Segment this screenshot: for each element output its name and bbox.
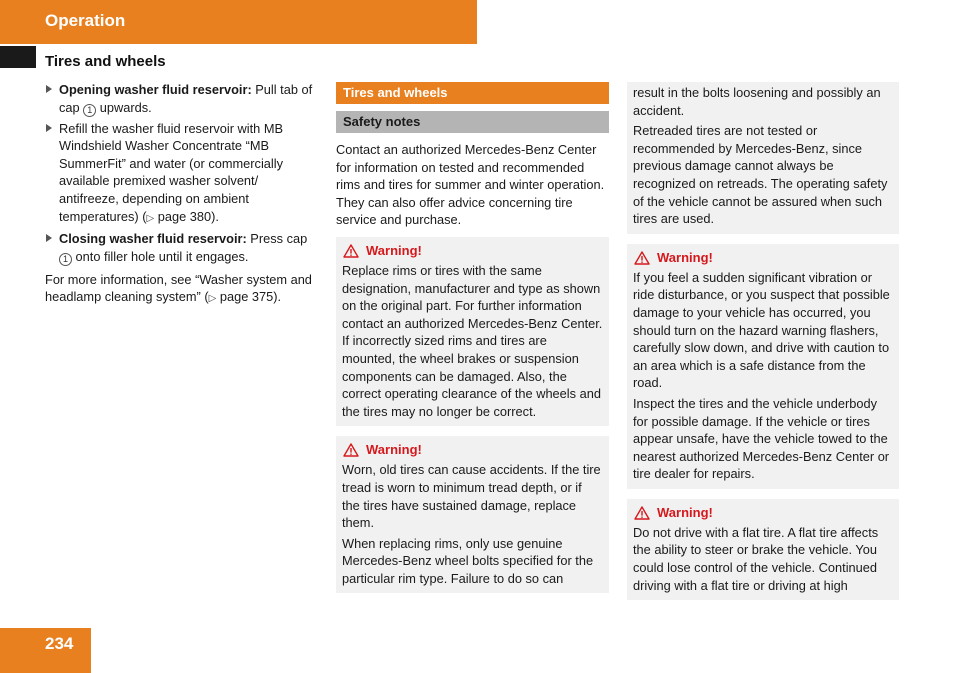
safety-notes-heading: Safety notes (336, 111, 609, 133)
instruction-text: upwards. (96, 99, 152, 115)
callout-marker: 1 (59, 253, 72, 266)
instruction-refill (45, 120, 320, 228)
column-2 (336, 82, 609, 603)
warning-triangle-icon (343, 443, 359, 457)
warning-text: If you feel a sudden significant vibration or ride disturbance, or you suspect that possible damage to your vehicle has occurred, you should turn on the hazard warning flashers, carefully slow down, and drive with caution to an area which is a safe distance from the road. (633, 269, 890, 391)
instruction-label: Opening washer fluid reservoir: (59, 82, 252, 97)
page-ref: page 380). (154, 208, 219, 224)
warning-box-continued (627, 82, 899, 234)
instruction-text: Press cap (246, 231, 308, 247)
warning-label: Warning! (366, 442, 422, 458)
warning-box (627, 244, 899, 489)
instruction-open-reservoir (45, 81, 320, 117)
chapter-marker (0, 46, 36, 68)
warning-box (627, 499, 899, 600)
warning-triangle-icon (634, 251, 650, 265)
warning-box (336, 237, 609, 426)
warning-box (336, 436, 609, 593)
section-heading: Tires and wheels (45, 53, 166, 70)
page-ref-icon: ▷ (146, 212, 155, 224)
instruction-text: Pull tab of cap (59, 82, 313, 115)
instruction-text: onto filler hole until it engages. (72, 248, 249, 264)
instruction-label: Closing washer fluid reservoir: (59, 231, 247, 247)
warning-text: Replace rims or tires with the same designation, manufacturer and type as shown on the original part. For further information contact an authorized Mercedes-Benz Center. If incorrectly sized rims and tires are mounted, the wheel brakes or suspension components can be damaged. Also, the correct operating clearance of the wheels and the tires may no longer be correct. (342, 262, 603, 419)
warning-header (633, 502, 893, 524)
more-info (45, 271, 320, 308)
intro-paragraph: Contact an authorized Mercedes-Benz Center for information on tested and recommended rims and tires for summer and winter operation. They can also offer advice concerning tire service and purchase. (336, 142, 605, 228)
warning-label: Warning! (657, 504, 713, 520)
warning-text: When replacing rims, only use genuine Mercedes-Benz wheel bolts specified for the particular rim type. Failure to do so can (342, 535, 594, 586)
warning-label: Warning! (657, 249, 713, 265)
warning-header (633, 247, 893, 269)
instruction-close-reservoir (45, 230, 320, 266)
warning-label: Warning! (366, 242, 422, 258)
chapter-title: Operation (45, 11, 126, 30)
callout-marker: 1 (83, 104, 96, 117)
instruction-text: Refill the washer fluid reservoir with MB Windshield Washer Concentrate “MB SummerFit” and water (or commercially available premixed washer solvent/ antifreeze, depending on ambient temperatures) ( (59, 120, 284, 224)
page-number: 234 (45, 634, 74, 653)
subsection-heading: Tires and wheels (336, 82, 609, 104)
warning-text: result in the bolts loosening and possibly an accident. (633, 85, 881, 118)
warning-header (342, 439, 603, 461)
warning-text: Inspect the tires and the vehicle underbody for possible damage. If the vehicle or tires appear unsafe, have the vehicle towed to the nearest authorized Mercedes-Benz Center or tire dealer for repairs. (633, 395, 890, 482)
column-3 (627, 82, 899, 610)
warning-text: Do not drive with a flat tire. A flat tire affects the ability to steer or brake the vehicle. You could lose control of the vehicle. Continued driving with a flat tire or driving at high (633, 524, 879, 593)
page-ref: page 375). (216, 289, 282, 305)
warning-text: Worn, old tires can cause accidents. If the tire tread is worn to minimum tread depth, or if the tires have sustained damage, replace them. (342, 462, 601, 531)
more-info-text: For more information, see “Washer system and headlamp cleaning system” ( (45, 271, 312, 305)
warning-text: Retreaded tires are not tested or recommended by Mercedes-Benz, since previous damage cannot always be recognized on retreads. The operating safety of the vehicle cannot be assured when such tires are used. (633, 123, 888, 227)
page-ref-icon: ▷ (208, 293, 217, 305)
warning-triangle-icon (634, 506, 650, 520)
warning-triangle-icon (343, 244, 359, 258)
column-1 (45, 81, 320, 312)
warning-header (342, 240, 603, 262)
